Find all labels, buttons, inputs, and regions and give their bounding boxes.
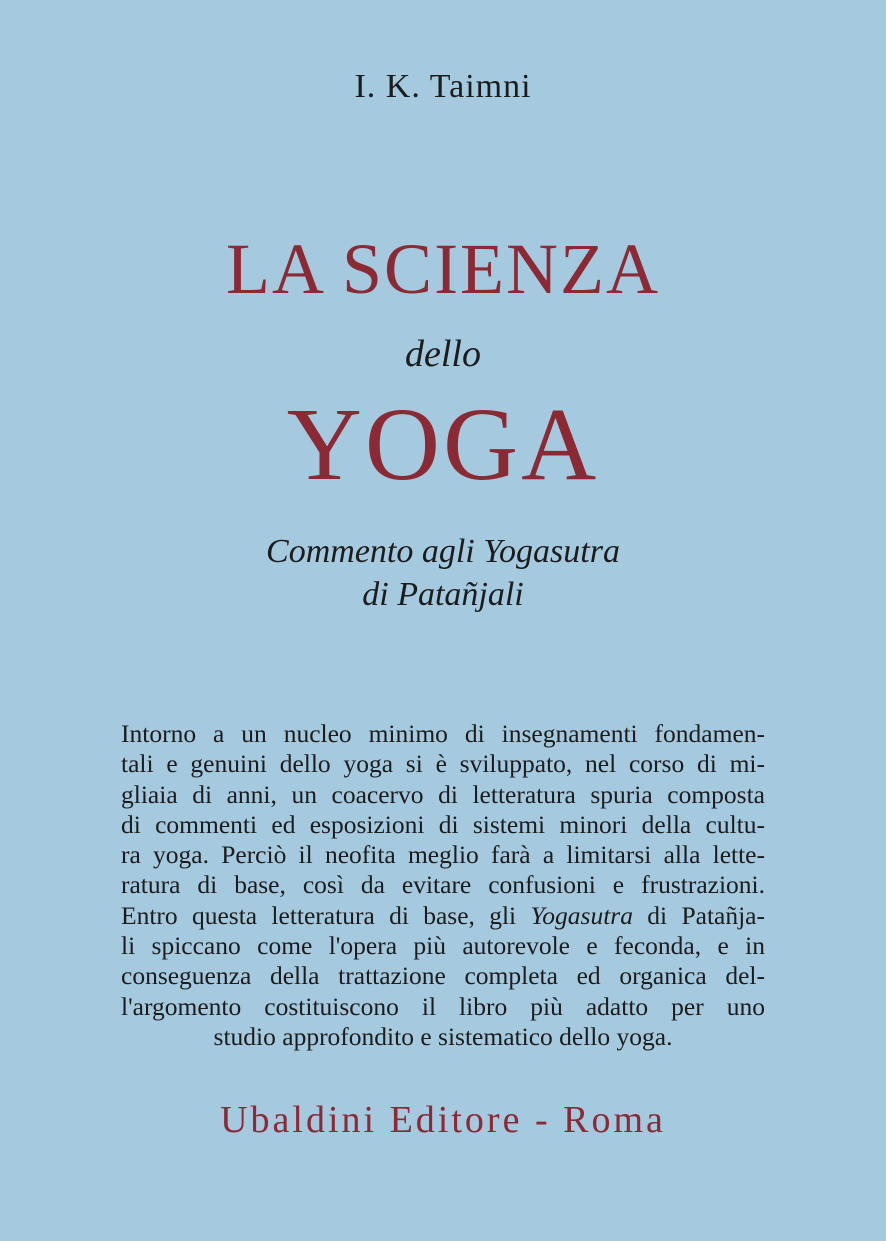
- blurb-line: tali e genuini dello yoga si è sviluppato, nel corso di mi-: [121, 749, 765, 779]
- subtitle-line-2: di Patañjali: [362, 576, 524, 613]
- blurb-text: di Patañja-: [632, 900, 765, 930]
- title-yoga: YOGA: [286, 387, 600, 502]
- blurb-paragraph: [121, 719, 765, 1052]
- title-dello: dello: [405, 333, 481, 375]
- blurb-line: Intorno a un nucleo minimo di insegnamenti fondamen-: [121, 719, 765, 748]
- blurb-italic-title: Yogasutra: [530, 900, 633, 930]
- publisher-imprint: Ubaldini Editore - Roma: [220, 1099, 666, 1141]
- blurb-line: ratura di base, così da evitare confusioni e frustrazioni.: [121, 870, 765, 900]
- author-name: I. K. Taimni: [354, 68, 532, 105]
- blurb-line: gliaia di anni, un coacervo di letteratura spuria composta: [121, 779, 765, 809]
- blurb-line: conseguenza della trattazione completa ed organica del-: [121, 961, 765, 991]
- blurb-line: studio approfondito e sistematico dello yoga.: [213, 1021, 673, 1051]
- blurb-line-mixed: [121, 901, 765, 931]
- subtitle: [0, 530, 886, 616]
- blurb-line: li spiccano come l'opera più autorevole e feconda, e in: [121, 931, 765, 961]
- subtitle-line-1: Commento agli Yogasutra: [266, 533, 620, 570]
- blurb-line: di commenti ed esposizioni di sistemi minori della cultu-: [121, 809, 765, 839]
- title-la-scienza: LA SCIENZA: [226, 229, 660, 309]
- blurb-text: Entro questa letteratura di base, gli: [121, 900, 531, 930]
- blurb-line: l'argomento costituiscono il libro più adatto per uno: [121, 991, 765, 1021]
- blurb-line: ra yoga. Perciò il neofita meglio farà a limitarsi alla lette-: [121, 840, 765, 870]
